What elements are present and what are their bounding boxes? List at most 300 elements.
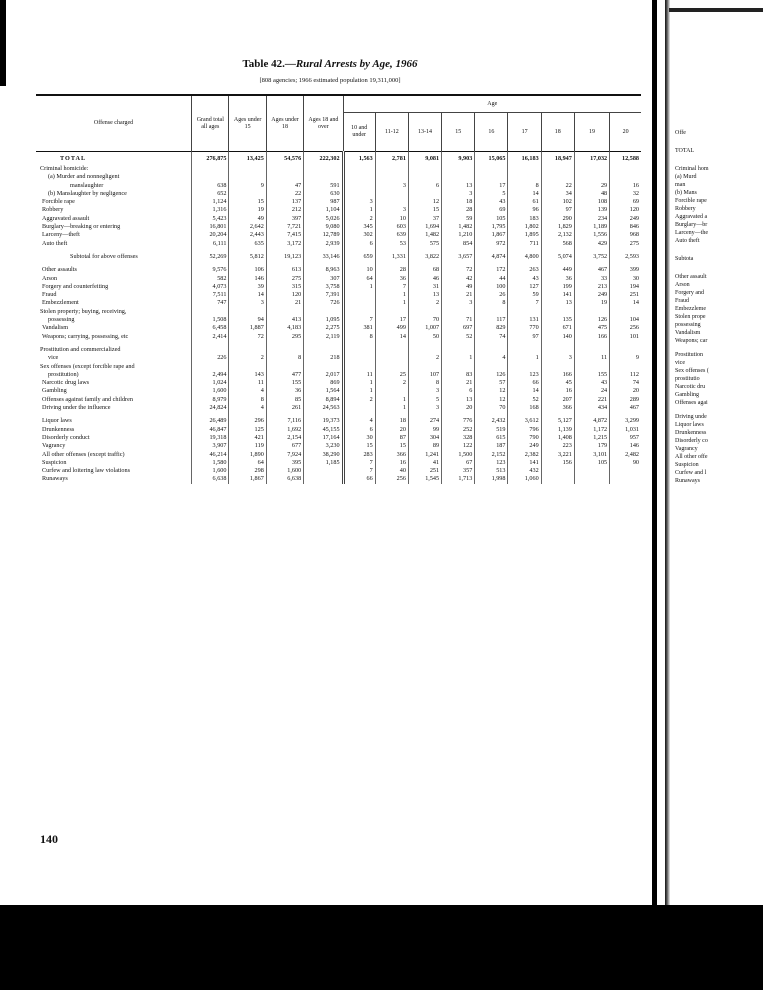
offense-label bbox=[36, 198, 192, 206]
value-cell: 122 bbox=[442, 442, 475, 450]
value-cell: 3,172 bbox=[266, 240, 303, 248]
facing-page-line: Auto theft bbox=[675, 238, 700, 244]
value-cell: 1,215 bbox=[574, 434, 609, 442]
value-cell: 14 bbox=[229, 291, 266, 299]
value-cell: 1 bbox=[375, 396, 408, 404]
value-cell: 251 bbox=[408, 467, 441, 475]
value-cell bbox=[408, 173, 441, 181]
value-cell: 13 bbox=[408, 291, 441, 299]
value-cell: 8,979 bbox=[192, 396, 229, 404]
value-cell: 29 bbox=[574, 182, 609, 190]
value-cell bbox=[304, 467, 343, 475]
value-cell: 20,204 bbox=[192, 231, 229, 239]
value-cell: 2,119 bbox=[304, 333, 343, 341]
value-cell: 123 bbox=[475, 459, 508, 467]
value-cell: 187 bbox=[475, 442, 508, 450]
value-cell: 726 bbox=[304, 299, 343, 307]
value-cell: 251 bbox=[610, 291, 641, 299]
value-cell bbox=[229, 173, 266, 181]
value-cell bbox=[442, 173, 475, 181]
value-cell: 1,500 bbox=[442, 451, 475, 459]
value-cell: 395 bbox=[266, 459, 303, 467]
value-cell: 41 bbox=[408, 459, 441, 467]
offense-label-text: possessing bbox=[48, 316, 75, 324]
value-cell: 105 bbox=[574, 459, 609, 467]
value-cell: 83 bbox=[442, 371, 475, 379]
value-cell: 72 bbox=[442, 266, 475, 274]
value-cell: 2,939 bbox=[304, 240, 343, 248]
offense-label bbox=[36, 165, 192, 173]
facing-page-line: Weapons; car bbox=[675, 338, 708, 344]
table-row bbox=[36, 198, 641, 206]
value-cell: 2,432 bbox=[475, 417, 508, 425]
value-cell: 638 bbox=[192, 182, 229, 190]
value-cell: 1 bbox=[343, 206, 375, 214]
offense-label-text: vice bbox=[48, 354, 59, 362]
offense-label-text: Runaways bbox=[42, 475, 68, 483]
offense-label-text: Disorderly conduct bbox=[42, 433, 90, 441]
value-cell: 15,065 bbox=[475, 152, 508, 166]
value-cell: 366 bbox=[541, 404, 574, 412]
value-cell bbox=[229, 363, 266, 371]
value-cell: 155 bbox=[574, 371, 609, 379]
header-age: Age bbox=[343, 95, 641, 113]
offense-label-text: Stolen property; buying, receiving, bbox=[40, 307, 127, 315]
value-cell bbox=[229, 190, 266, 198]
value-cell bbox=[304, 308, 343, 316]
value-cell bbox=[375, 173, 408, 181]
value-cell bbox=[475, 363, 508, 371]
value-cell: 17,032 bbox=[574, 152, 609, 166]
facing-page-line: Fraud bbox=[675, 298, 689, 304]
value-cell: 275 bbox=[266, 275, 303, 283]
value-cell: 126 bbox=[475, 371, 508, 379]
value-cell: 2 bbox=[229, 354, 266, 362]
offense-label bbox=[36, 451, 192, 459]
header-age-col: 10 and under bbox=[343, 113, 375, 152]
value-cell: 6,638 bbox=[266, 475, 303, 483]
offense-label bbox=[36, 363, 192, 371]
value-cell: 96 bbox=[508, 206, 541, 214]
value-cell: 102 bbox=[541, 198, 574, 206]
value-cell: 7,721 bbox=[266, 223, 303, 231]
value-cell: 7,511 bbox=[192, 291, 229, 299]
value-cell bbox=[266, 363, 303, 371]
table-row bbox=[36, 275, 641, 283]
value-cell bbox=[192, 308, 229, 316]
value-cell: 218 bbox=[304, 354, 343, 362]
offense-label bbox=[36, 316, 192, 324]
value-cell: 17 bbox=[375, 316, 408, 324]
value-cell: 4,073 bbox=[192, 283, 229, 291]
value-cell: 429 bbox=[574, 240, 609, 248]
value-cell: 3,230 bbox=[304, 442, 343, 450]
value-cell bbox=[475, 165, 508, 173]
value-cell: 1 bbox=[508, 354, 541, 362]
offense-label bbox=[36, 459, 192, 467]
value-cell bbox=[574, 165, 609, 173]
value-cell: 770 bbox=[508, 324, 541, 332]
offense-label bbox=[36, 308, 192, 316]
value-cell bbox=[304, 475, 343, 483]
table-row bbox=[36, 451, 641, 459]
value-cell: 399 bbox=[610, 266, 641, 274]
header-under-15: Ages under 15 bbox=[229, 95, 266, 152]
offense-label bbox=[36, 231, 192, 239]
page-fold-shadow bbox=[665, 0, 670, 905]
value-cell bbox=[266, 346, 303, 354]
table-row bbox=[36, 316, 641, 324]
value-cell: 7,924 bbox=[266, 451, 303, 459]
facing-page-line: All other offe bbox=[675, 454, 708, 460]
value-cell: 434 bbox=[574, 404, 609, 412]
value-cell: 69 bbox=[610, 198, 641, 206]
facing-page-rule bbox=[669, 8, 763, 12]
value-cell: 603 bbox=[375, 223, 408, 231]
facing-page-line: Robbery bbox=[675, 206, 696, 212]
value-cell: 659 bbox=[343, 253, 375, 261]
value-cell bbox=[375, 346, 408, 354]
table-subtitle: [808 agencies; 1966 estimated population 19,311,000] bbox=[259, 77, 401, 84]
value-cell: 295 bbox=[266, 333, 303, 341]
value-cell bbox=[475, 173, 508, 181]
value-cell: 18 bbox=[442, 198, 475, 206]
value-cell: 1,563 bbox=[343, 152, 375, 166]
value-cell: 67 bbox=[442, 459, 475, 467]
value-cell: 3,657 bbox=[442, 253, 475, 261]
value-cell: 226 bbox=[192, 354, 229, 362]
value-cell: 3 bbox=[229, 299, 266, 307]
value-cell: 2 bbox=[375, 379, 408, 387]
value-cell: 776 bbox=[442, 417, 475, 425]
value-cell: 1,895 bbox=[508, 231, 541, 239]
value-cell bbox=[574, 346, 609, 354]
value-cell bbox=[408, 346, 441, 354]
value-cell: 14 bbox=[508, 190, 541, 198]
value-cell bbox=[442, 363, 475, 371]
value-cell: 2,494 bbox=[192, 371, 229, 379]
value-cell: 711 bbox=[508, 240, 541, 248]
value-cell: 54,576 bbox=[266, 152, 303, 166]
facing-page-line: TOTAL bbox=[675, 148, 695, 154]
value-cell: 2 bbox=[408, 299, 441, 307]
offense-label-text: Prostitution and commercialized bbox=[40, 345, 121, 353]
value-cell: 467 bbox=[574, 266, 609, 274]
facing-page-line: prostitutio bbox=[675, 376, 700, 382]
value-cell bbox=[574, 475, 609, 483]
value-cell: 46,214 bbox=[192, 451, 229, 459]
facing-page-line: Vagrancy bbox=[675, 446, 698, 452]
table-row bbox=[36, 434, 641, 442]
facing-page-line: Disorderly co bbox=[675, 438, 708, 444]
value-cell: 97 bbox=[508, 333, 541, 341]
header-age-col: 15 bbox=[442, 113, 475, 152]
value-cell: 123 bbox=[508, 371, 541, 379]
value-cell: 168 bbox=[508, 404, 541, 412]
value-cell bbox=[375, 363, 408, 371]
value-cell: 33,146 bbox=[304, 253, 343, 261]
value-cell: 18,947 bbox=[541, 152, 574, 166]
value-cell: 17 bbox=[475, 182, 508, 190]
value-cell: 40 bbox=[375, 467, 408, 475]
value-cell: 19,373 bbox=[304, 417, 343, 425]
value-cell: 249 bbox=[610, 215, 641, 223]
value-cell: 70 bbox=[408, 316, 441, 324]
value-cell bbox=[375, 198, 408, 206]
facing-page-line: Embezzleme bbox=[675, 306, 706, 312]
value-cell: 8 bbox=[475, 299, 508, 307]
offense-label bbox=[36, 434, 192, 442]
value-cell bbox=[442, 165, 475, 173]
value-cell: 2,154 bbox=[266, 434, 303, 442]
value-cell: 8,963 bbox=[304, 266, 343, 274]
value-cell: 99 bbox=[408, 426, 441, 434]
offense-label bbox=[36, 467, 192, 475]
value-cell bbox=[375, 354, 408, 362]
value-cell: 275 bbox=[610, 240, 641, 248]
value-cell bbox=[343, 346, 375, 354]
value-cell: 120 bbox=[266, 291, 303, 299]
value-cell: 6,111 bbox=[192, 240, 229, 248]
value-cell: 34 bbox=[541, 190, 574, 198]
value-cell: 48 bbox=[574, 190, 609, 198]
value-cell bbox=[574, 467, 609, 475]
value-cell bbox=[541, 308, 574, 316]
table-row bbox=[36, 426, 641, 434]
value-cell: 213 bbox=[574, 283, 609, 291]
value-cell: 613 bbox=[266, 266, 303, 274]
value-cell: 302 bbox=[343, 231, 375, 239]
offense-label bbox=[36, 240, 192, 248]
facing-page-line: Driving unde bbox=[675, 414, 707, 420]
value-cell: 31 bbox=[408, 283, 441, 291]
value-cell: 155 bbox=[266, 379, 303, 387]
value-cell: 59 bbox=[442, 215, 475, 223]
value-cell: 15 bbox=[408, 206, 441, 214]
value-cell: 3,907 bbox=[192, 442, 229, 450]
value-cell: 1 bbox=[343, 387, 375, 395]
value-cell: 3,221 bbox=[541, 451, 574, 459]
table-row bbox=[36, 459, 641, 467]
value-cell: 15 bbox=[375, 442, 408, 450]
value-cell: 107 bbox=[408, 371, 441, 379]
value-cell: 5,026 bbox=[304, 215, 343, 223]
offense-label-text: Gambling bbox=[42, 387, 67, 395]
value-cell: 3 bbox=[343, 198, 375, 206]
value-cell: 36 bbox=[266, 387, 303, 395]
value-cell: 45,155 bbox=[304, 426, 343, 434]
table-row bbox=[36, 442, 641, 450]
facing-page-line: Arson bbox=[675, 282, 690, 288]
value-cell bbox=[442, 308, 475, 316]
facing-page-line: Offenses agai bbox=[675, 400, 708, 406]
value-cell: 6,458 bbox=[192, 324, 229, 332]
value-cell: 43 bbox=[475, 198, 508, 206]
value-cell: 671 bbox=[541, 324, 574, 332]
value-cell: 263 bbox=[508, 266, 541, 274]
value-cell: 2 bbox=[408, 354, 441, 362]
value-cell: 968 bbox=[610, 231, 641, 239]
header-age-col: 20 bbox=[610, 113, 641, 152]
facing-page-line: Drunkenness bbox=[675, 430, 707, 436]
value-cell: 2,152 bbox=[475, 451, 508, 459]
offense-label-text: Drunkenness bbox=[42, 425, 75, 433]
value-cell bbox=[442, 346, 475, 354]
facing-page-line: Larceny—the bbox=[675, 230, 708, 236]
facing-page-line: Forgery and bbox=[675, 290, 705, 296]
value-cell: 15 bbox=[343, 442, 375, 450]
value-cell bbox=[508, 363, 541, 371]
value-cell: 25 bbox=[375, 371, 408, 379]
header-age-col: 16 bbox=[475, 113, 508, 152]
value-cell: 28 bbox=[442, 206, 475, 214]
facing-page-line: Gambling bbox=[675, 392, 699, 398]
value-cell bbox=[610, 308, 641, 316]
value-cell: 14 bbox=[508, 387, 541, 395]
value-cell: 677 bbox=[266, 442, 303, 450]
value-cell bbox=[266, 165, 303, 173]
value-cell: 7 bbox=[343, 316, 375, 324]
value-cell: 223 bbox=[541, 442, 574, 450]
value-cell bbox=[375, 387, 408, 395]
value-cell: 3 bbox=[375, 206, 408, 214]
facing-page-line: Subtota bbox=[675, 256, 694, 262]
value-cell: 12 bbox=[475, 396, 508, 404]
facing-page-line: Stolen prope bbox=[675, 314, 706, 320]
value-cell: 829 bbox=[475, 324, 508, 332]
value-cell bbox=[343, 299, 375, 307]
value-cell: 1,890 bbox=[229, 451, 266, 459]
value-cell: 8 bbox=[343, 333, 375, 341]
value-cell: 57 bbox=[475, 379, 508, 387]
value-cell: 3,752 bbox=[574, 253, 609, 261]
value-cell: 467 bbox=[610, 404, 641, 412]
value-cell bbox=[192, 173, 229, 181]
value-cell: 17,164 bbox=[304, 434, 343, 442]
value-cell: 46,847 bbox=[192, 426, 229, 434]
value-cell: 519 bbox=[475, 426, 508, 434]
value-cell: 172 bbox=[475, 266, 508, 274]
value-cell: 3 bbox=[375, 182, 408, 190]
value-cell: 1,802 bbox=[508, 223, 541, 231]
value-cell: 16,183 bbox=[508, 152, 541, 166]
value-cell: 18 bbox=[375, 417, 408, 425]
value-cell: 2,593 bbox=[610, 253, 641, 261]
facing-page-line: Suspicion bbox=[675, 462, 699, 468]
offense-label-text: Burglary—breaking or entering bbox=[42, 223, 121, 231]
value-cell: 475 bbox=[574, 324, 609, 332]
value-cell: 234 bbox=[574, 215, 609, 223]
offense-label-text: All other offenses (except traffic) bbox=[42, 450, 125, 458]
offense-label-text: Forcible rape bbox=[42, 198, 75, 206]
value-cell: 1,331 bbox=[375, 253, 408, 261]
value-cell: 298 bbox=[229, 467, 266, 475]
facing-page-line: Runaways bbox=[675, 478, 700, 484]
value-cell: 290 bbox=[541, 215, 574, 223]
value-cell: 112 bbox=[610, 371, 641, 379]
value-cell: 1,124 bbox=[192, 198, 229, 206]
offense-label-text: Weapons; carrying, possessing, etc bbox=[42, 332, 129, 340]
value-cell: 7 bbox=[508, 299, 541, 307]
offense-label-text: (b) Manslaughter by negligence bbox=[48, 189, 127, 197]
value-cell: 9 bbox=[229, 182, 266, 190]
page-edge-shadow bbox=[0, 0, 6, 86]
offense-label-text: Auto theft bbox=[42, 239, 68, 247]
value-cell: 1,139 bbox=[541, 426, 574, 434]
value-cell: 846 bbox=[610, 223, 641, 231]
value-cell: 52 bbox=[508, 396, 541, 404]
value-cell bbox=[375, 165, 408, 173]
value-cell: 11 bbox=[229, 379, 266, 387]
offense-label-text: manslaughter bbox=[70, 181, 104, 189]
value-cell: 13 bbox=[541, 299, 574, 307]
value-cell: 131 bbox=[508, 316, 541, 324]
table-row bbox=[36, 371, 641, 379]
value-cell: 304 bbox=[408, 434, 441, 442]
value-cell: 1 bbox=[343, 283, 375, 291]
facing-page-line: Narcotic dru bbox=[675, 384, 706, 390]
facing-page-line: Sex offenses ( bbox=[675, 368, 709, 374]
value-cell bbox=[508, 308, 541, 316]
header-age-col: 17 bbox=[508, 113, 541, 152]
offense-label bbox=[36, 371, 192, 379]
value-cell bbox=[610, 467, 641, 475]
value-cell: 101 bbox=[610, 333, 641, 341]
value-cell: 212 bbox=[266, 206, 303, 214]
value-cell: 2,781 bbox=[375, 152, 408, 166]
value-cell: 5 bbox=[408, 396, 441, 404]
value-cell: 11 bbox=[574, 354, 609, 362]
table-row bbox=[36, 206, 641, 214]
value-cell: 1,867 bbox=[229, 475, 266, 483]
value-cell: 49 bbox=[442, 283, 475, 291]
offense-label bbox=[36, 266, 192, 274]
value-cell bbox=[375, 190, 408, 198]
value-cell: 1,867 bbox=[475, 231, 508, 239]
value-cell: 166 bbox=[574, 333, 609, 341]
facing-page-line: vice bbox=[675, 360, 685, 366]
page-number: 140 bbox=[40, 832, 58, 846]
value-cell: 19 bbox=[574, 299, 609, 307]
value-cell: 20 bbox=[442, 404, 475, 412]
offense-label-text: Curfew and loitering law violations bbox=[42, 467, 130, 475]
value-cell bbox=[343, 308, 375, 316]
value-cell: 66 bbox=[343, 475, 375, 483]
value-cell: 4 bbox=[229, 404, 266, 412]
offense-label bbox=[36, 354, 192, 362]
value-cell: 1 bbox=[375, 299, 408, 307]
value-cell: 1,580 bbox=[192, 459, 229, 467]
value-cell bbox=[343, 404, 375, 412]
value-cell: 30 bbox=[343, 434, 375, 442]
offense-label-text: Other assaults bbox=[42, 266, 77, 274]
value-cell: 24,824 bbox=[192, 404, 229, 412]
facing-page-line: (a) Murd bbox=[675, 174, 697, 180]
offense-label bbox=[36, 173, 192, 181]
value-cell: 1 bbox=[343, 379, 375, 387]
scan-background bbox=[0, 905, 763, 990]
value-cell: 2,275 bbox=[304, 324, 343, 332]
table-row bbox=[36, 396, 641, 404]
table-row bbox=[36, 417, 641, 425]
table-row bbox=[36, 253, 641, 261]
table-row bbox=[36, 182, 641, 190]
value-cell: 6 bbox=[343, 240, 375, 248]
value-cell: 1,007 bbox=[408, 324, 441, 332]
offense-label bbox=[36, 417, 192, 425]
offense-label-text: Embezzlement bbox=[42, 299, 79, 307]
offense-label-text: Larceny—theft bbox=[42, 231, 80, 239]
